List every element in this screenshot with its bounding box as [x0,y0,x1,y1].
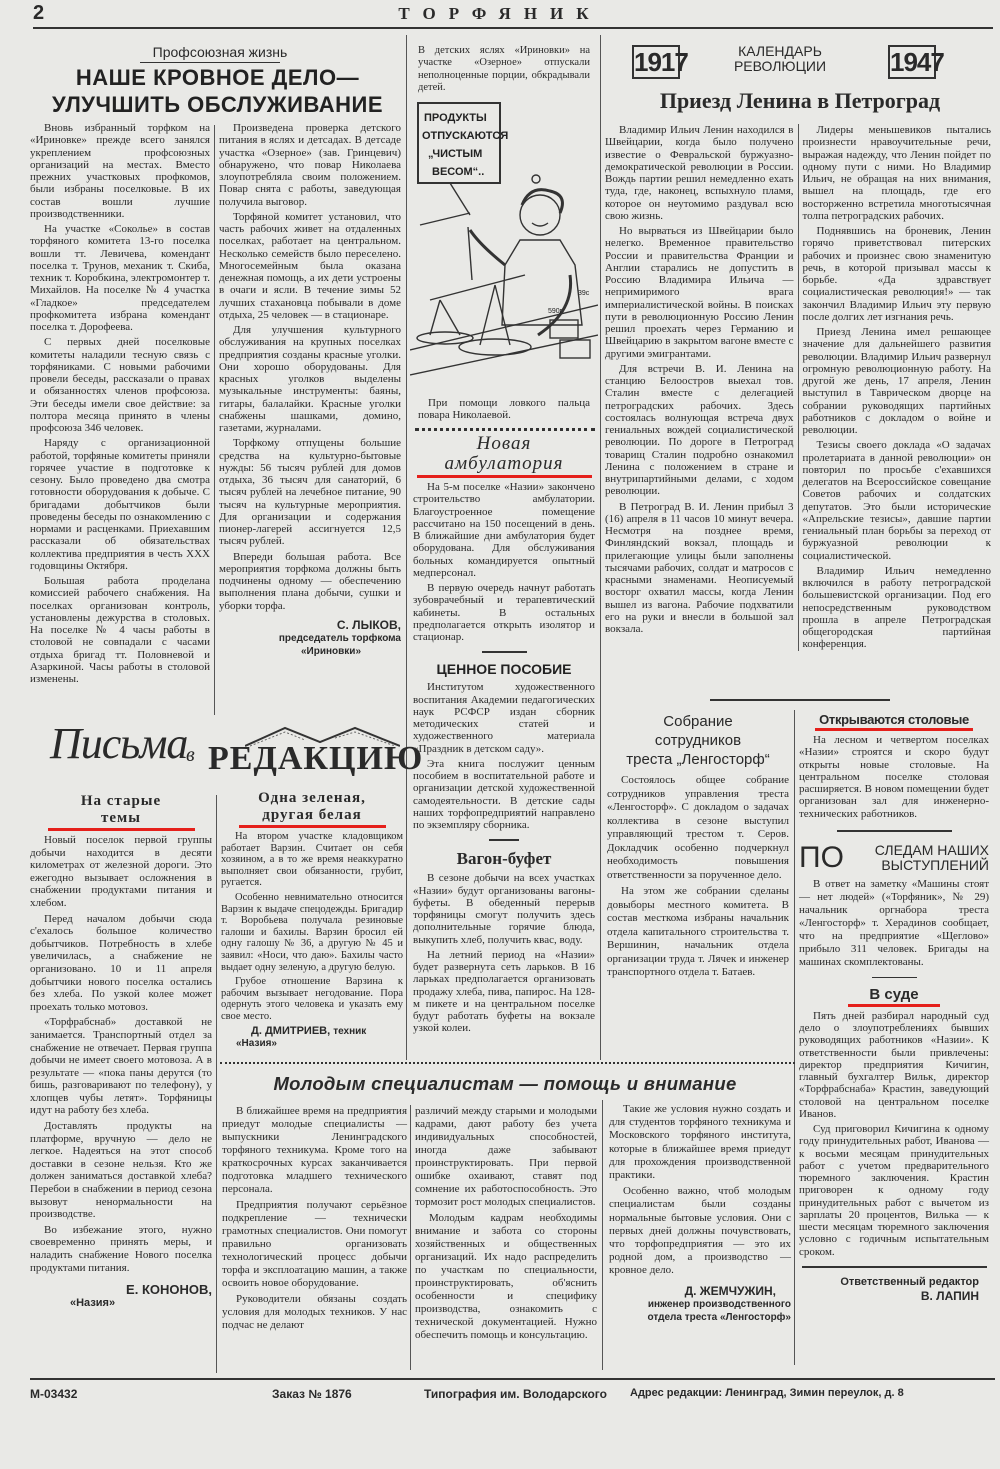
paragraph: Особенно невнимательно относится Варзин к выдаче спецодежды. Бригадир т. Воробьева получала резиновые галоши и бахилы. Варзин бросил ей одну галошу № 36, а другую № 45 и заявил: «Носи, что даю». Бахилы часто выдает одну зеленую, а другую белую. [221,891,403,973]
paragraph: Владимир Ильич немедленно включился в работу петроградской большевистской организации. Под его непосредственным руководством прошла в апреле Петроградская общегородская партийная конференция. [802,564,991,651]
signature-name: Д. ДМИТРИЕВ, [251,1024,331,1037]
wavy-divider [220,1058,795,1064]
editor-label: Ответственный редактор [840,1275,979,1288]
canteens-text [799,734,989,820]
paragraph: Для встречи В. И. Ленина на станцию Белоостров выехал тов. Сталин вместе с делегацией петроградских рабочих. Здесь состоялась волнующая встреча двух гениальных вождей социалистической революции. По дороге в Петроград товарищ Сталин подробно ознакомил Ленина с положением в стране и внутрипартийными делами, с ходом революции. [605,362,794,498]
paragraph: Доставлять продукты на платформе, вручную — дело не легкое. Надеяться на этот способ доставки в сезоне нельзя. Кто же должен заниматься доставкой хлеба? Перебои в снабжении в период сезона вызовут ненормальности на производстве. [30,1120,212,1221]
signature-name: Д. ЖЕМЧУЖИН, [684,1283,776,1298]
column-rule [406,35,407,1060]
column-rule [794,710,795,1365]
footer-order: Заказ № 1876 [272,1387,352,1401]
divider [710,699,890,701]
paragraph: Молодым кадрам необходимы внимание и забота со стороны хозяйственных и общественных организаций. Их надо распределить по участкам по специальности, проинструктировать, об'яснить особенности и специфику производства, ознакомить с технической документацией. Нужно обеспечить помощь и консультацию. [415,1212,597,1341]
union-article-col-1 [30,122,210,685]
meeting-story [607,712,789,980]
signature-line [221,1025,403,1037]
old-topics-title-line-1: На старые [80,793,162,809]
clinic-title [413,434,595,474]
signature-org: «Назия» [236,1037,277,1049]
footer-code: М-03432 [30,1387,78,1401]
clinic-text [413,481,595,643]
letters-heading [50,719,424,784]
calendar-line-1: КАЛЕНДАРЬ [738,43,822,59]
buffet-text [413,872,595,1034]
letters-heading-bold: РЕДАКЦИЮ [208,740,424,777]
paragraph: На этом же собрании сделаны довыборы местного комитета. В состав месткома избраны начальник отдела капитального строительства т. Вершинин, начальник отдела организации труда т. Лячек и инженер транспортного отдела т. Батаев. [607,885,789,978]
red-underline [815,728,973,731]
sign-line: ВЕСОМ“.. [432,166,485,178]
letters-heading-small: в [186,744,195,766]
old-topics-story [30,793,212,1310]
sign-line: „ЧИСТЫМ [428,148,483,160]
signature-name: С. ЛЫКОВ, [336,617,401,632]
divider [489,839,519,841]
red-underline [239,825,386,828]
letters-heading-script: Письма [50,719,188,768]
follow-up-header [799,842,989,874]
green-white-title [221,790,403,824]
follow-up-title-line-2: ВЫСТУПЛЕНИЙ [881,856,989,873]
canteens-title: Открываются столовые [819,712,969,727]
follow-up-text [799,878,989,969]
buffet-title: Вагон-буфет [456,849,552,869]
paragraph: В ближайшее время на предприятия приедут молодые специалисты — выпускники Ленинградского торфяного техникума. Кроме того на краткосрочных курсах заканчивается подготовка младшего технического персонала. [222,1105,407,1195]
signature-org: «Назия» [70,1297,116,1310]
paragraph: Пять дней разбирал народный суд дело о злоупотреблениях бывших руководящих работников «Назии». К ответственности были привлечены: директор предприятия Кичигин, главный бухгалтер Вильк, директор «Торфрабснаба» Крастин, заведующий столовой на центральном поселке Иванов. [799,1009,989,1120]
union-article-col-2-text [219,122,401,612]
signature-title: председатель торфкома [278,632,401,644]
signature-org: «Ириновки» [300,645,361,657]
divider [837,830,952,832]
paragraph: В первую очередь начнут работать зубоврачебный и терапевтический кабинеты. В остальных предполагается открыть изолятор и стационар. [413,582,595,643]
follow-up-title-line-1: СЛЕДАМ НАШИХ [874,841,989,858]
clinic-title-line-2: амбулатория [444,453,564,474]
manual-text [413,681,595,831]
footer-rule [30,1378,995,1380]
headline [30,64,405,118]
signature-title-2: отдела треста «Ленгосторф» [647,1311,791,1323]
roof-ornament-icon [245,726,400,748]
price-tag: 590г [548,308,563,315]
cartoon-caption: При помощи ловкого пальца повара Николаевой. [418,397,590,422]
lenin-headline: Приезд Ленина в Петроград [659,88,941,113]
paragraph: Суд приговорил Кичигина к одному году принудительных работ, Иванова — к восьми месяцам принудительных работ с учетом предварительного тюремного заключения. Крастин приговорен к одному году принудительных работ с вычетом из зарплаты 20 процентов, Вилька — к шести месяцам тюремного заключения условно с годичным испытательным сроком. [799,1123,989,1258]
paragraph: Торфкому отпущены большие средства на культурно-бытовые нужды: 56 тысяч рублей для домов отдыха, 36 тысяч для санаторий, 6 тысяч рублей на лечебное питание, 90 тысяч на культурные мероприятия. Для организации и содержания пионер-лагерей ассигнуется 12,5 тысяч рублей. [219,437,401,548]
meeting-title-line-1: Собрание [663,713,733,730]
editor-credit [799,1276,989,1303]
year-box-left: 1917 [634,47,688,77]
paragraph: Новый поселок первой группы добычи находится в десяти километрах от железной дороги. Это ежегодно вызывает осложнения в снабжении продуктами питания и хлебом. [30,834,212,909]
young-col-3-text [609,1103,791,1278]
paragraph: На 5-м поселке «Назии» закончено строительство амбулатории. Благоустроенное помещение рассчитано на 150 посещений в день. В ближайшие дни амбулатория будет оборудована. Для обслуживания больных командируется опытный медперсонал. [413,481,595,579]
diamond-divider [415,428,595,431]
cartoon-illustration [410,95,598,395]
paragraph: В Петроград В. И. Ленин прибыл 3 (16) апреля в 11 часов 10 минут вечера. Несмотря на позднее время, Финляндский вокзал, площадь и прилегающие улицы были заполнены тысячами рабочих, солдат и матросов с красными знаменами. Неописуемый восторг охватил массы, когда Ленин вышел из вагона. Рабочие подхватили его на руки и внесли в большой зал вокзала. [605,500,794,635]
paragraph: Произведена проверка детского питания в яслях и детсадах. В детсаде участка «Озерное» (зав. Гринцевич) обнаружено, что повар Николаева злоупотребляла своим положением. Повар снята с работы, заведующая получила выговор. [219,122,401,208]
calendar-title [700,44,860,74]
paragraph: Состоялось общее собрание сотрудников управления треста «Ленгосторф». С докладом о задачах коллектива в сезоне выступил управляющий трестом т. Серов. Докладчик особенно подчеркнул необходимость повышения ответственности за порученное дело. [607,774,789,881]
green-white-signature [221,1025,403,1050]
young-col-1 [222,1105,407,1332]
year-box-right: 1947 [890,47,944,77]
cartoon-intro: В детских яслях «Ириновки» на участке «Озерное» отпускали неполноценные порции, обкрадывали детей. [418,45,590,93]
green-white-title-line-1: Одна зеленая, [258,790,366,806]
old-topics-title [30,793,212,827]
green-white-text [221,831,403,1023]
paragraph: Торфяной комитет установил, что часть рабочих живет на отдаленных поселках, работает на центральном. Несколько семейств было переселено. Многосемейным была оказана денежная помощь, а их дети устроены в очаги и ясли. В течение зимы 52 лучших стахановца побывали в доме отдыха, 25 человек — в стационаре. [219,210,401,321]
column-rule [410,1105,411,1370]
footer-printer: Типография им. Володарского [424,1387,607,1401]
red-underline [848,1004,940,1007]
paragraph: На летний период на «Назии» будет развернута сеть ларьков. В 16 ларьках предполагается организовать продажу хлеба, пива, папирос. На 128-м пикете и на центральном поселке будут работать буфеты на вокзале узкой колеи. [413,948,595,1035]
paragraph: В сезоне добычи на всех участках «Назии» будут организованы вагоны-буфеты. В обеденный перерыв торфяницы смогут получить здесь дополнительные горячие блюда, выкупить хлеб, получить квас, воду. [413,872,595,946]
union-article-col-2 [219,122,401,658]
price-tag: 39с [578,290,590,297]
paragraph: Лидеры меньшевиков пытались произнести нравоучительные речи, выражая надежду, что Ленин пойдет по одному пути с ними. Но Владимир Ильич, не обращая на них внимания, вышел на площадь, где его восторженно встретила многотысячная толпа петроградских рабочих. [802,124,991,222]
old-topics-title-line-2: темы [101,810,141,826]
paragraph: Для улучшения культурного обслуживания на крупных поселках предприятия созданы красные уголки. Они хорошо оборудованы. Для красных уголков выделены музыкальные инструменты: баяны, гитары, балалайки. Красные уголки снабжены шашками, домино, газетами, журналами. [219,324,401,434]
green-white-story [221,790,403,1050]
divider [802,1266,987,1268]
follow-up-big: ПО [799,840,844,874]
court-title: В суде [869,985,919,1003]
paragraph: Предприятия получают серьёзное подкрепление — технически грамотных специалистов. Они помогут правильно организовать технологический процесс добычи торфа и эксплоатацию машин, а также освоить новое оборудование. [222,1199,407,1289]
paragraph: На участке «Соколье» в состав торфяного комитета 13-го поселка вошли тт. Левичева, комендант поселка т. Трунов, механик т. Скиба, техник т. Коробкина, электромонтер т. Михайлов. На поселке № 4 участка «Гладкое» председателем профкомитета избрана комендант поселка т. Дорофеева. [30,223,210,333]
red-underline [48,828,195,831]
page-number: 2 [33,2,45,24]
column-rule [602,1100,603,1370]
meeting-title-line-2: сотрудников [654,732,742,749]
paragraph: Наряду с организационной работой, торфяные комитеты приняли горячее участие в подготовке к сезону. Было проведено два смотра готовности оборудования к добыче. С бригадами добытчиков были проведены беседы по ознакомлению с нормами и расценками. Приехавшим рассказали об обязательствах коллектива предприятия в честь XXX годовщины Октября. [30,437,210,572]
paragraph: Грубое отношение Варзина к рабочим вызывает негодование. Пора одернуть этого человека и указать ему свое место. [221,976,403,1022]
rubric-underline [140,62,280,63]
young-headline: Молодым специалистам — помощь и внимание [273,1073,737,1094]
paragraph: Но вырваться из Швейцарии было нелегко. Временное правительство России и правительства Франции и Англии старались не допустить в Россию Владимира Ильича — непримиримого врага империалистической войны. В поисках пути в революционную Россию Ленин решил проехать через Германию и Швейцарию в закрытом вагоне вместе с другими эмигрантами. [605,225,794,360]
divider [482,651,527,653]
clinic-title-line-1: Новая [476,433,532,454]
calendar-line-2: РЕВОЛЮЦИИ [733,58,827,74]
divider [872,977,917,978]
paragraph: Владимир Ильич Ленин находился в Швейцарии, когда было получено известие о Февральской буржуазно-демократической революции в России. Вождь партии решил немедленно ехать туда, где, наконец, вспыхнуло пламя, которое он неутомимо раздувал всю свою жизнь. [605,124,794,222]
paragraph: Большая работа проделана комиссией рабочего снабжения. На поселках организован контроль, установлены дежурства в столовых. На поселке № 4 часы работы в столовой не совпадали с часами отдыха бригад тт. Половневой и Азаркиной. Часы работы в столовой изменены. [30,575,210,685]
old-topics-text [30,834,212,1274]
scale-beam-hanger [468,227,472,280]
meeting-text [607,774,789,980]
manual-title: ЦЕННОЕ ПОСОБИЕ [436,661,572,678]
paragraph: Перед началом добычи сюда с'ехалось большое количество добытчиков. Потребность в хлебе увеличилась, а снабжение не организовано. 10 и 11 апреля добытчики нового поселка остались без хлеба. По узкой колее может проехать только мотовоз. [30,912,212,1013]
young-signature [609,1284,791,1324]
paragraph: Особенно важно, чтоб молодым специалистам были созданы нормальные бытовые условия. Они с первых дней должны почувствовать, что торфопредприятия — это их родной дом, а производство — кровное дело. [609,1185,791,1277]
newspaper-title: ТОРФЯНИК [398,4,602,23]
paragraph: В ответ на заметку «Машины стоят — нет людей» («Торфяник», № 29) начальник оргнабора треста «Ленгосторф» т. Херадинов сообщает, что на предприятие «Щеглово» прибыло 311 человек. Бригады на машинах скомплектованы. [799,877,989,968]
lenin-text [605,124,991,651]
paragraph: На втором участке кладовщиком работает Варзин. Считает он себя хозяином, а в то же время неаккуратно выполняет свои обязанности, грубит, ругается. [221,831,403,889]
signature-role: техник [333,1025,367,1037]
court-text [799,1010,989,1258]
paragraph: Институтом художественного воспитания Академии педагогических наук РСФСР издан сборник методических статей и художественного материала «Праздник в детском саду». [413,681,595,755]
right-column-stories [799,712,989,1303]
cook-head [520,195,560,235]
column-rule [216,795,217,1373]
paragraph: Эта книга послужит ценным пособием в воспитательной работе и организации детской художественной самодеятельности. В детские сады наших торфопредприятий направлено по экземпляру сборника. [413,757,595,831]
column-rule [214,125,215,715]
headline-line-1: НАШЕ КРОВНОЕ ДЕЛО— [75,65,360,90]
meeting-title [607,712,789,769]
signature-title-1: инженер производственного [647,1298,791,1310]
headline-line-2: УЛУЧШИТЬ ОБСЛУЖИВАНИЕ [51,92,384,117]
paragraph: различий между старыми и молодыми кадрами, дают работу без учета индивидуальных способностей, иногда даже забывают проинструктировать. При первой ошибке охаивают, ставят под сомнение их работоспособность. Это тормозит рост молодых специалистов. [415,1105,597,1208]
paragraph: Такие же условия нужно создать и для студентов торфяного техникума и Московского торфяного института, которые в ближайшее время приедут для прохождения производственной практики. [609,1103,791,1182]
paragraph: На лесном и четвертом поселках «Назии» строятся и скоро будут открыты новые столовые. На центральном поселке столовая расширяется. В новом помещении будет организован зал для инженерно-технических работников. [799,734,989,820]
paragraph: Тезисы своего доклада «О задачах пролетариата в данной революции» он повторил по просьбе с'ехавшихся делегатов на Всероссийское совещание Советов рабочих и солдатских депутатов. Это были исторические «Апрельские тезисы», давшие партии гениальный план борьбы за переход от буржуазной революции к социалистической. [802,439,991,562]
young-col-3 [609,1103,791,1324]
paragraph: Вновь избранный торфком на «Ириновке» прежде всего занялся укреплением профсоюзных организаций на местах. Вместо прежних участковых профкомов, были избраны поселковые. В их состав вошли лучшие производственники. [30,122,210,220]
paragraph: Во избежание этого, нужно своевременно принять меры, и наладить снабжение Нового поселка продуктами питания. [30,1223,212,1274]
paragraph: С первых дней поселковые комитеты наладили тесную связь с торфяниками. С новыми рабочими провели беседы, рассказали о правах и обязанностях членов профсоюза. Эти беседы имели свое действие: за полтора месяца принято в члены профсоюза 346 человек. [30,336,210,434]
old-topics-signature [30,1282,212,1310]
sign-line: ОТПУСКАЮТСЯ [422,130,509,142]
paragraph: Приезд Ленина имел решающее значение для дальнейшего развития революции. Владимир Ильич развернул огромную революционную работу. На другой же день, 17 апреля, Ленин выступил в Таврическом дворце на собрании руководящих партийных работников с докладом о войне и революции. [802,326,991,436]
middle-column-stories [413,434,595,1035]
signature-name: Е. КОНОНОВ, [126,1282,212,1298]
footer-address: Адрес редакции: Ленинград, Зимин переулок, д. 8 [630,1387,904,1399]
rubric: Профсоюзная жизнь [152,44,288,60]
paragraph: «Торфрабснаб» доставкой не занимается. Транспортный отдел за снабжение не отвечает. Первая группа добычи не имеет своего мотовоза. А в результате — «пока паны дерутся (то бишь, разговаривают по телефону), у хлопцев чубы летят». Торфяницы идут на работу без хлеба. [30,1016,212,1117]
column-rule [600,35,601,1060]
meeting-title-line-3: треста „Ленгосторф“ [626,751,770,768]
editor-name: В. ЛАПИН [920,1288,979,1303]
follow-up-title [875,843,989,873]
green-white-title-line-2: другая белая [262,807,362,823]
paragraph: Поднявшись на броневик, Ленин горячо приветствовал питерских рабочих и произнес свою знаменитую речь, в которой призывал массы к борьбе. «Да здравствует социалистическая революция!» — так закончил Владимир Ильич эту первую после долгих лет изгнания речь. [802,225,991,323]
masthead-rule [33,27,993,29]
sign-line: ПРОДУКТЫ [424,112,487,124]
red-underline [417,475,592,478]
union-signature [219,618,401,658]
paragraph: Впереди большая работа. Все мероприятия торфкома должны быть подчинены одному — обеспечению выполнения плана добычи, сушки и уборки торфа. [219,550,401,612]
paragraph: Руководители обязаны создать условия для молодых техников. У нас подчас не делают [222,1293,407,1331]
young-col-2 [415,1105,597,1342]
